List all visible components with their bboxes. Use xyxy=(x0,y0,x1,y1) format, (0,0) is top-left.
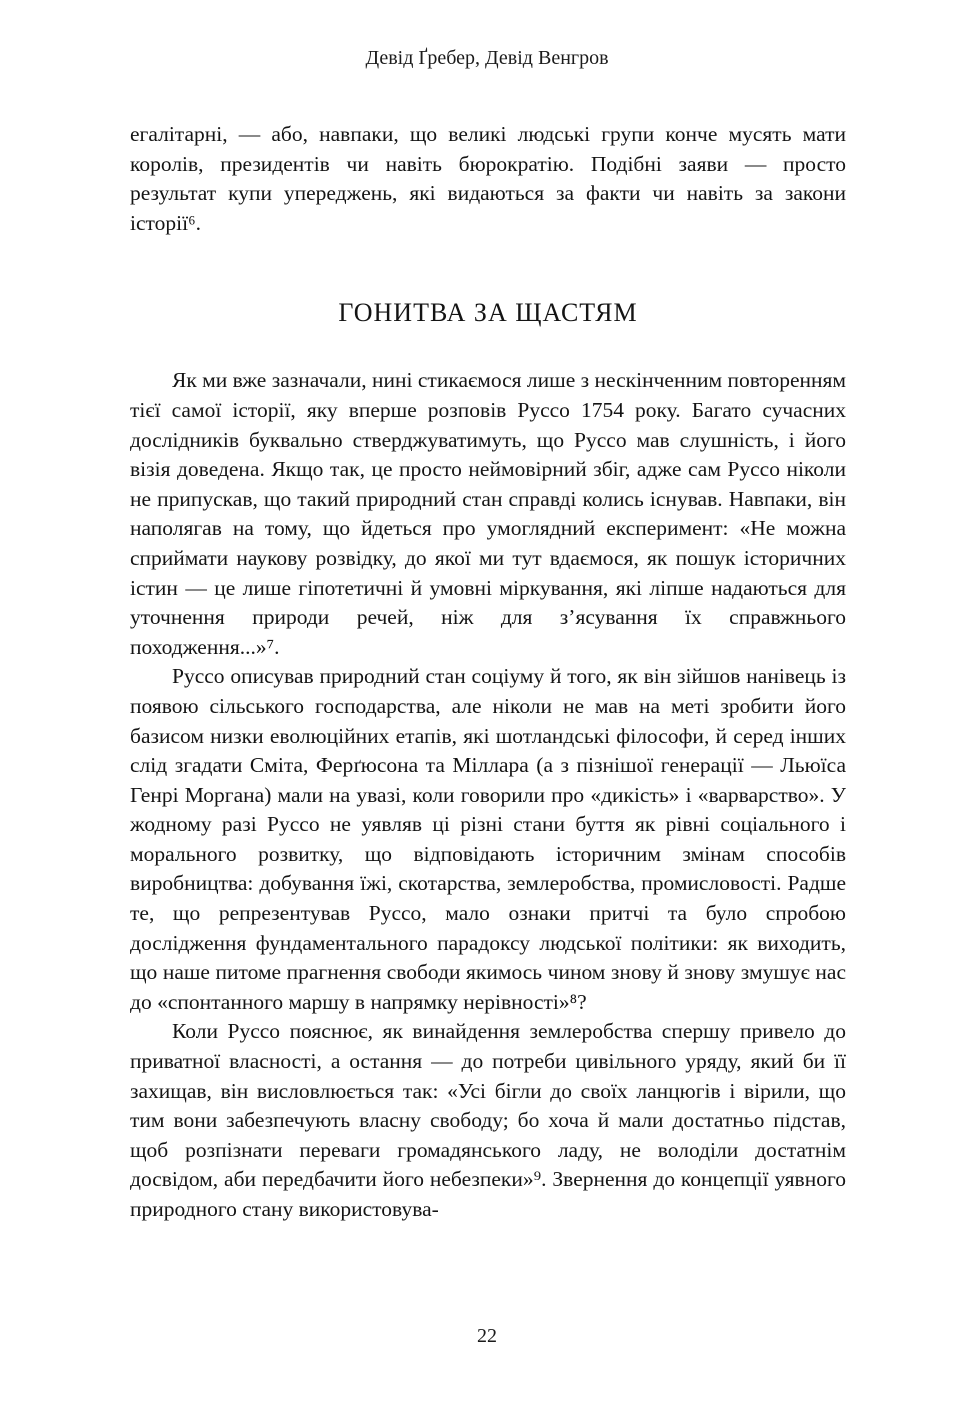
page-number: 22 xyxy=(477,1325,497,1347)
paragraph: Коли Руссо пояснює, як винайдення землеробства спершу привело до приватної власності, а остання — до потреби цивільного уряду, який би її захищав, він висловлюється так: «Усі бігли до своїх ланцюгів і вірили, що тим вони забезпечують власну свободу; бо хоча й мали достатньо підстав, щоб розпізнати переваги громадянського ладу, не володіли достатнім досвідом, аби передбачити його небезпеки»⁹. Звернення до концепції уявного природного стану використовува- xyxy=(130,1019,846,1221)
section-heading: ГОНИТВА ЗА ЩАСТЯМ xyxy=(338,298,638,328)
page-content xyxy=(130,120,846,1225)
paragraph: Руссо описував природний стан соціуму й того, як він зійшов нанівець із появою сільського господарства, але ніколи не мав на меті зробити його базисом низки еволюційних етапів, які шотландські філософи, й серед інших слід згадати Сміта, Ферґюсона та Міллара (а з пізнішої генерації — Льюїса Генрі Моргана) мали на увазі, коли говорили про «дикість» і «варварство». У жодному разі Руссо не уявляв ці різні стани буття як рівні соціального і морального розвитку, що відповідають історичним змінам способів виробництва: добування їжі, скотарства, землеробства, промисловості. Радше те, що репрезентував Руссо, мало ознаки притчі та було спробою дослідження фундаментального парадоксу людської політики: як виходить, що наше питоме прагнення свободи якимось чином знову й знову змушує нас до «спонтанного маршу в напрямку нерівності»⁸? xyxy=(130,664,846,1014)
paragraph-continuation: егалітарні, — або, навпаки, що великі людські групи конче мусять мати королів, президентів чи навіть бюрократію. Подібні заяви — просто результат купи упереджень, які видаються за факти чи навіть за закони історії⁶. xyxy=(130,122,846,235)
running-header: Девід Ґребер, Девід Венгров xyxy=(365,47,609,69)
paragraph: Як ми вже зазначали, нині стикаємося лише з нескінченним повторенням тієї самої історії, яку вперше розповів Руссо 1754 року. Багато сучасних дослідників буквально стверджуватимуть, що Руссо мав слушність, і його візія доведена. Якщо так, це просто неймовірний збіг, адже сам Руссо ніколи не припускав, що такий природний стан справді колись існував. Навпаки, він наполягав на тому, що йдеться про умоглядний експеримент: «Не можна сприймати наукову розвідку, до якої ми тут вдаємося, як пошук історичних істин — це лише гіпотетичні й умовні міркування, які ліпше надаються для уточнення природи речей, ніж для з’ясування їх справжнього походження...»⁷. xyxy=(130,368,846,659)
